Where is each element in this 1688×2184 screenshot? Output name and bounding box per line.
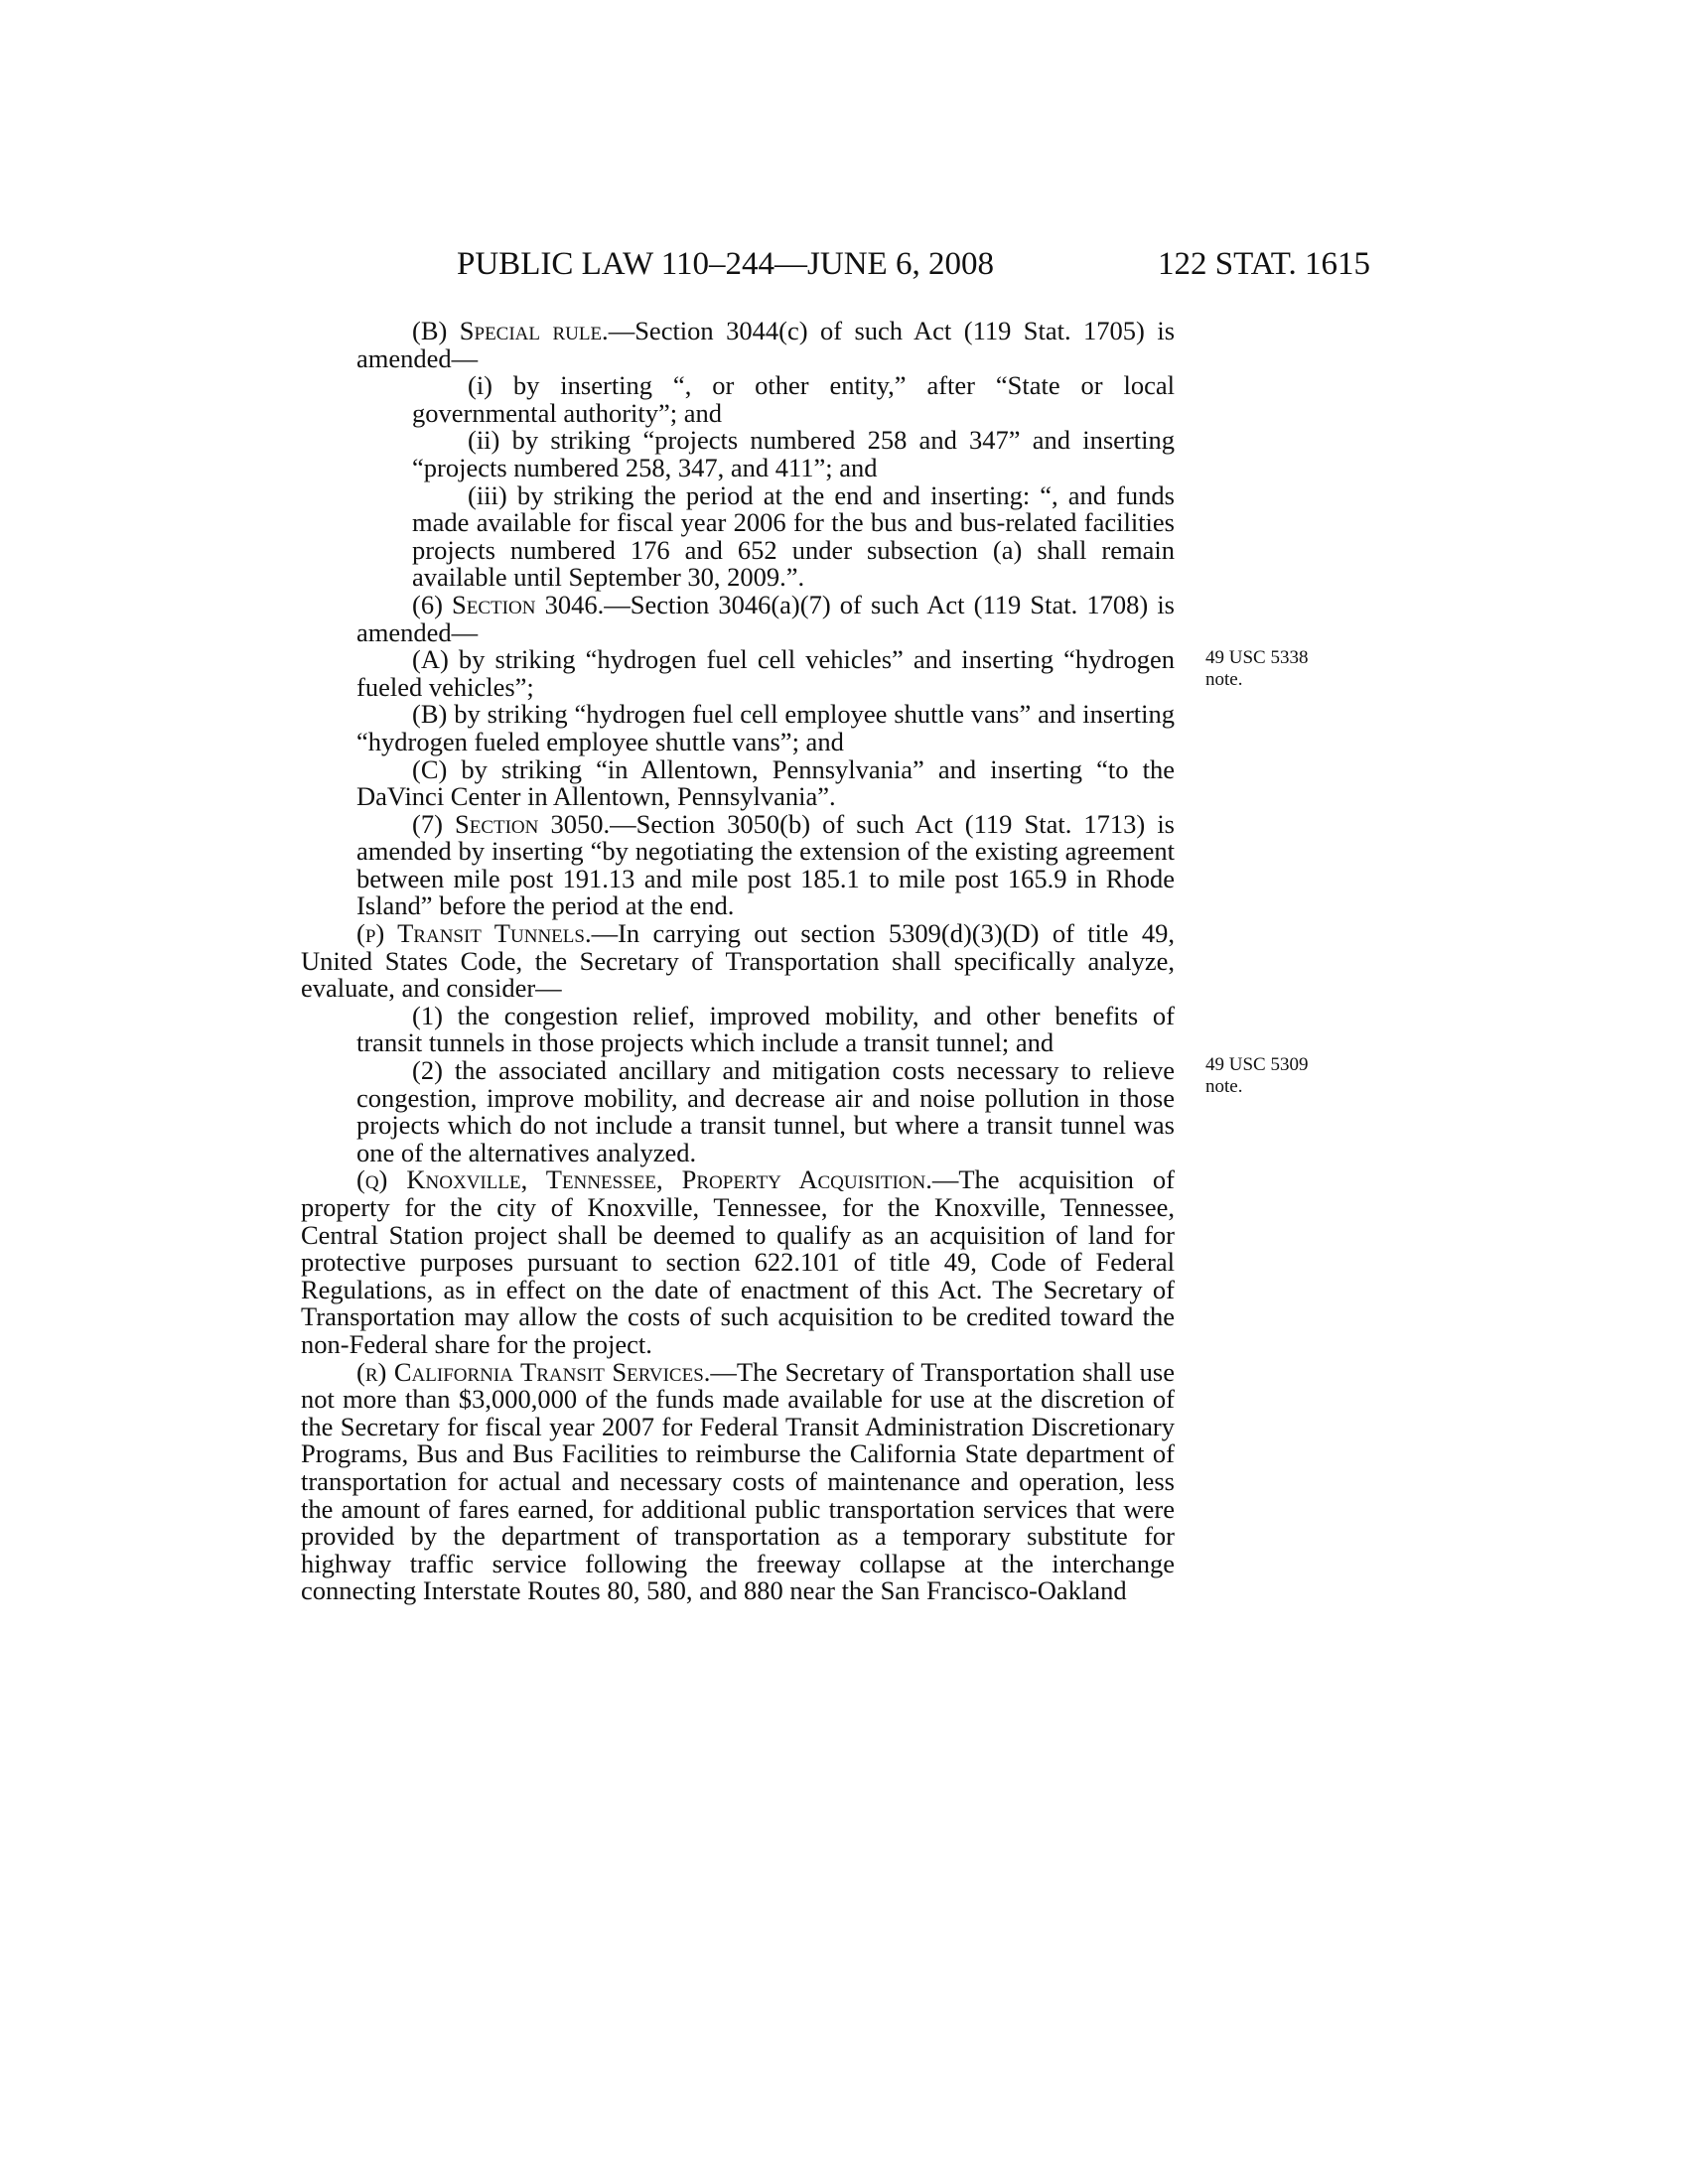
paragraph-2: (2) the associated ancillary and mitigation costs necessary to relieve congestion, improve mobility, and decrease air and noise pollution in those projects which do not include a transit tunnel, but where a transit tunnel was one of the alternatives analyzed. [356, 1055, 1175, 1167]
header-title: PUBLIC LAW 110–244—JUNE 6, 2008 [457, 246, 994, 282]
paragraph-heading: (B) Special rule. [412, 316, 609, 345]
paragraph-6-section-3046: (6) Section 3046.—Section 3046(a)(7) of such Act (119 Stat. 1708) is amended— [356, 589, 1175, 647]
subsection-heading: (q) Knoxville, Tennessee, Property Acquisition. [356, 1164, 932, 1195]
paragraph-7-section-3050: (7) Section 3050.—Section 3050(b) of such Act (119 Stat. 1713) is amended by inserting “by negotiating the extension of the existing agreement between mile post 191.13 and mile post 185.1 to mile post 165.9 in Rhode Island” before the period at the end. [356, 808, 1175, 921]
subsection-r-california: (r) California Transit Services.—The Secretary of Transportation shall use not more than $3,000,000 of the funds made available for use at the discretion of the Secretary for fiscal year 2007 for Federal Transit Administration Discretionary Programs, Bus and Bus Facilities to reimburse the California State department of transportation for actual and necessary costs of maintenance and operation, less the amount of fares earned, for additional public transportation services that were provided by the department of transportation as a temporary substitute for highway traffic service following the freeway collapse at the interchange connecting Interstate Routes 80, 580, and 880 near the San Francisco-Oakland [301, 1356, 1175, 1606]
body-text [301, 318, 1175, 1605]
subparagraph-a: (A) by striking “hydrogen fuel cell vehicles” and inserting “hydrogen fueled vehicles”; [356, 644, 1175, 702]
margin-note-49-usc-5338: 49 USC 5338 note. [1205, 647, 1309, 690]
subsection-p-transit-tunnels: (p) Transit Tunnels.—In carrying out section 5309(d)(3)(D) of title 49, United States Code, the Secretary of Transportation shall specifically analyze, evaluate, and consider— [301, 918, 1175, 1004]
paragraph-1: (1) the congestion relief, improved mobility, and other benefits of transit tunnels in those projects which include a transit tunnel; and [356, 1000, 1175, 1058]
subparagraph-c: (C) by striking “in Allentown, Pennsylvania” and inserting “to the DaVinci Center in Allentown, Pennsylvania”. [356, 753, 1175, 812]
paragraph-b-special-rule: (B) Special rule.—Section 3044(c) of such Act (119 Stat. 1705) is amended— [356, 316, 1176, 373]
running-header [457, 244, 1370, 284]
header-page-citation: 122 STAT. 1615 [1157, 246, 1370, 282]
subparagraph-b: (B) by striking “hydrogen fuel cell employee shuttle vans” and inserting “hydrogen fueled employee shuttle vans”; and [356, 699, 1175, 756]
margin-note-49-usc-5309: 49 USC 5309 note. [1205, 1054, 1309, 1097]
clause-i: (i) by inserting “, or other entity,” after “State or local governmental authority”; and [412, 370, 1175, 428]
subsection-heading: (p) Transit Tunnels. [356, 918, 592, 949]
subsection-heading: (r) California Transit Services. [356, 1356, 711, 1387]
clause-iii: (iii) by striking the period at the end and inserting: “, and funds made available for fiscal year 2006 for the bus and bus-related facilities projects numbered 176 and 652 under subsection (a) shall remain available until September 30, 2009.”. [412, 479, 1175, 593]
paragraph-heading: (7) Section 3050. [412, 808, 611, 839]
paragraph-heading: (6) Section 3046. [412, 589, 605, 619]
subsection-q-knoxville: (q) Knoxville, Tennessee, Property Acquisition.—The acquisition of property for the city of Knoxville, Tennessee, for the Knoxville, Tennessee, Central Station project shall be deemed to qualify as an acquisition of land for protective purposes pursuant to section 622.101 of title 49, Code of Federal Regulations, as in effect on the date of enactment of this Act. The Secretary of Transportation may allow the costs of such acquisition to be credited toward the non-Federal share for the project. [301, 1164, 1175, 1359]
clause-ii: (ii) by striking “projects numbered 258 and 347” and inserting “projects numbered 258, 347, and 411”; and [412, 425, 1175, 482]
